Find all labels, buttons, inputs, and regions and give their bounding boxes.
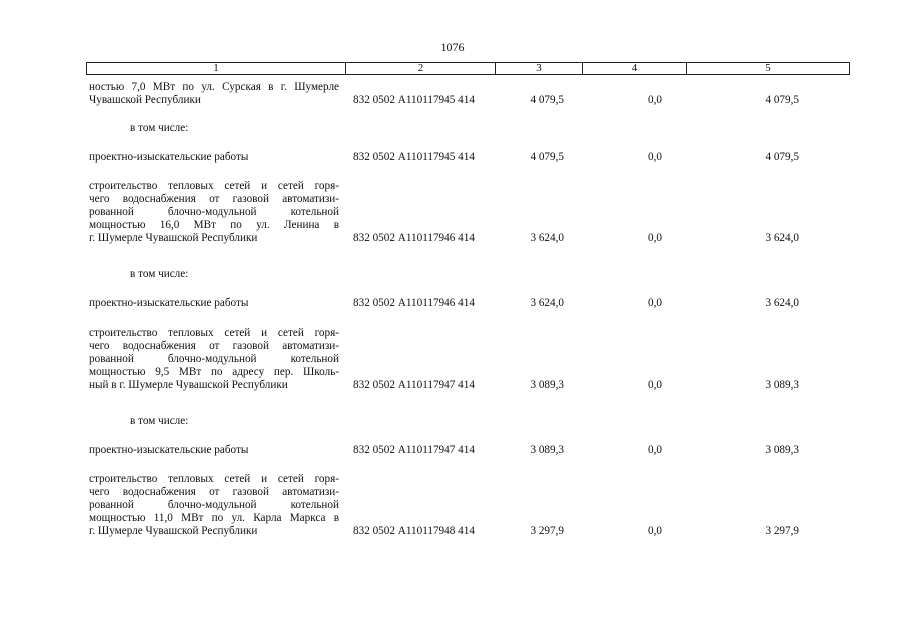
- description-line: проектно-изыскательские работы: [89, 297, 249, 309]
- row-value-col5: 3 624,0: [765, 232, 799, 244]
- description-line: мощностью 16,0 МВт по ул. Ленина в: [89, 219, 339, 231]
- subheader-label: в том числе:: [130, 122, 189, 134]
- row-value-col5: 3 624,0: [765, 297, 799, 309]
- description-line: чего водоснабжения от газовой автоматизи-: [89, 193, 339, 205]
- description-line: рованной блочно-модульной котельной: [89, 206, 339, 218]
- row-code: 832 0502 А110117948 414: [353, 525, 475, 537]
- row-value-col3: 4 079,5: [530, 151, 564, 163]
- description-line: чего водоснабжения от газовой автоматизи-: [89, 486, 339, 498]
- description-line: мощностью 9,5 МВт по адресу пер. Школь-: [89, 366, 339, 378]
- description-line: рованной блочно-модульной котельной: [89, 499, 339, 511]
- row-description: [89, 297, 339, 310]
- description-line: проектно-изыскательские работы: [89, 444, 249, 456]
- row-code: 832 0502 А110117946 414: [353, 297, 475, 309]
- subheader-label: в том числе:: [130, 415, 189, 427]
- subheader-label: в том числе:: [130, 268, 189, 280]
- row-value-col4: 0,0: [648, 232, 662, 244]
- row-description: [89, 444, 339, 457]
- description-line: чего водоснабжения от газовой автоматизи-: [89, 340, 339, 352]
- column-header-1: 1: [87, 63, 346, 74]
- description-line: г. Шумерле Чувашской Республики: [89, 525, 258, 537]
- row-value-col3: 3 624,0: [530, 232, 564, 244]
- row-value-col5: 3 089,3: [765, 444, 799, 456]
- row-value-col5: 3 297,9: [765, 525, 799, 537]
- row-value-col5: 4 079,5: [765, 151, 799, 163]
- row-value-col4: 0,0: [648, 444, 662, 456]
- row-value-col3: 3 089,3: [530, 444, 564, 456]
- row-code: 832 0502 А110117947 414: [353, 379, 475, 391]
- description-line: ный в г. Шумерле Чувашской Республики: [89, 379, 288, 391]
- column-header-5: 5: [765, 62, 771, 74]
- description-line: рованной блочно-модульной котельной: [89, 353, 339, 365]
- description-line: мощностью 11,0 МВт по ул. Карла Маркса в: [89, 512, 339, 524]
- row-value-col5: 3 089,3: [765, 379, 799, 391]
- row-value-col3: 4 079,5: [530, 94, 564, 106]
- row-code: 832 0502 А110117947 414: [353, 444, 475, 456]
- description-line: ностью 7,0 МВт по ул. Сурская в г. Шумерле: [89, 81, 339, 93]
- description-line: проектно-изыскательские работы: [89, 151, 249, 163]
- description-line: Чувашской Республики: [89, 94, 201, 106]
- row-value-col4: 0,0: [648, 379, 662, 391]
- row-value-col5: 4 079,5: [765, 94, 799, 106]
- description-line: строительство тепловых сетей и сетей горя-: [89, 327, 339, 339]
- row-value-col3: 3 624,0: [530, 297, 564, 309]
- row-description: [89, 151, 339, 164]
- table-header-row: [86, 62, 850, 75]
- column-header-2: 2: [346, 63, 496, 74]
- row-description: [89, 327, 339, 392]
- row-value-col3: 3 089,3: [530, 379, 564, 391]
- row-description: [89, 180, 339, 245]
- row-code: 832 0502 А110117946 414: [353, 232, 475, 244]
- description-line: строительство тепловых сетей и сетей горя-: [89, 180, 339, 192]
- row-value-col3: 3 297,9: [530, 525, 564, 537]
- column-header-4: 4: [583, 63, 687, 74]
- row-value-col4: 0,0: [648, 94, 662, 106]
- row-code: 832 0502 А110117945 414: [353, 94, 475, 106]
- row-value-col4: 0,0: [648, 525, 662, 537]
- column-header-3: 3: [496, 63, 583, 74]
- description-line: г. Шумерле Чувашской Республики: [89, 232, 258, 244]
- row-code: 832 0502 А110117945 414: [353, 151, 475, 163]
- row-description: [89, 81, 339, 107]
- row-description: [89, 473, 339, 538]
- description-line: строительство тепловых сетей и сетей горя-: [89, 473, 339, 485]
- page-number: 1076: [440, 40, 465, 54]
- row-value-col4: 0,0: [648, 297, 662, 309]
- row-value-col4: 0,0: [648, 151, 662, 163]
